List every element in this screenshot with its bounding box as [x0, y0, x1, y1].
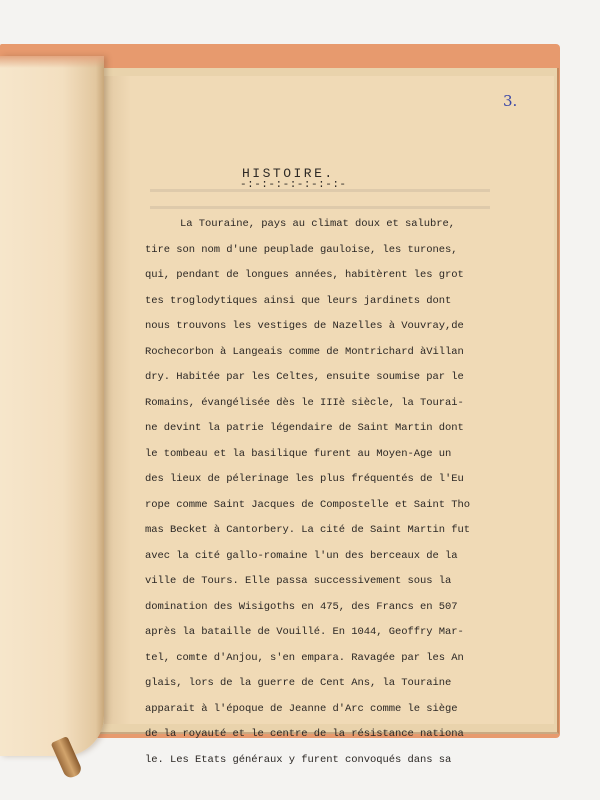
text-line: ville de Tours. Elle passa successivement sous la: [145, 575, 452, 587]
text-line: domination des Wisigoths en 475, des Francs en 507: [145, 600, 458, 613]
page-title: HISTOIRE.: [242, 166, 335, 181]
text-line: tel, comte d'Anjou, s'en empara. Ravagée par les An: [145, 651, 464, 664]
title-underline: -:-:-:-:-:-:-:-: [240, 179, 347, 191]
text-line: tire son nom d'une peuplade gauloise, les turones,: [145, 243, 458, 256]
text-line: rope comme Saint Jacques de Compostelle et Saint Tho: [145, 498, 471, 511]
text-line: ne devint la patrie légendaire de Saint Martin dont: [145, 422, 464, 434]
text-line: qui, pendant de longues années, habitèrent les grot: [145, 269, 464, 281]
text-line: Rochecorbon à Langeais comme de Montrichard àVillan: [145, 345, 464, 358]
text-line: avec la cité gallo-romaine l'un des berceaux de la: [145, 549, 458, 562]
text-line: Romains, évangélisée dès le IIIè siècle, la Tourai-: [145, 396, 464, 409]
text-line: le tombeau et la basilique furent au Moyen-Age un: [145, 447, 452, 460]
text-line: glais, lors de la guerre de Cent Ans, la Touraine: [145, 677, 452, 689]
text-line: nous trouvons les vestiges de Nazelles à Vouvray,de: [145, 320, 464, 332]
text-line: des lieux de pélerinage les plus fréquentés de l'Eu: [145, 473, 464, 485]
text-line: tes troglodytiques ainsi que leurs jardinets dont: [145, 294, 452, 307]
text-line: le. Les Etats généraux y furent convoqués dans sa: [145, 753, 452, 766]
curled-left-page: [0, 56, 104, 756]
page-number: 3.: [503, 92, 518, 110]
text-line: mas Becket à Cantorbery. La cité de Saint Martin fut: [145, 524, 471, 536]
text-line: apparait à l'époque de Jeanne d'Arc comme le siège: [145, 702, 458, 715]
text-line: après la bataille de Vouillé. En 1044, Geoffry Mar-: [145, 626, 464, 638]
text-line: de la royauté et le centre de la résistance nationa: [145, 728, 464, 740]
text-line: dry. Habitée par les Celtes, ensuite soumise par le: [145, 371, 464, 383]
text-line: La Touraine, pays au climat doux et salubre,: [180, 218, 456, 230]
body-text: [145, 212, 471, 773]
